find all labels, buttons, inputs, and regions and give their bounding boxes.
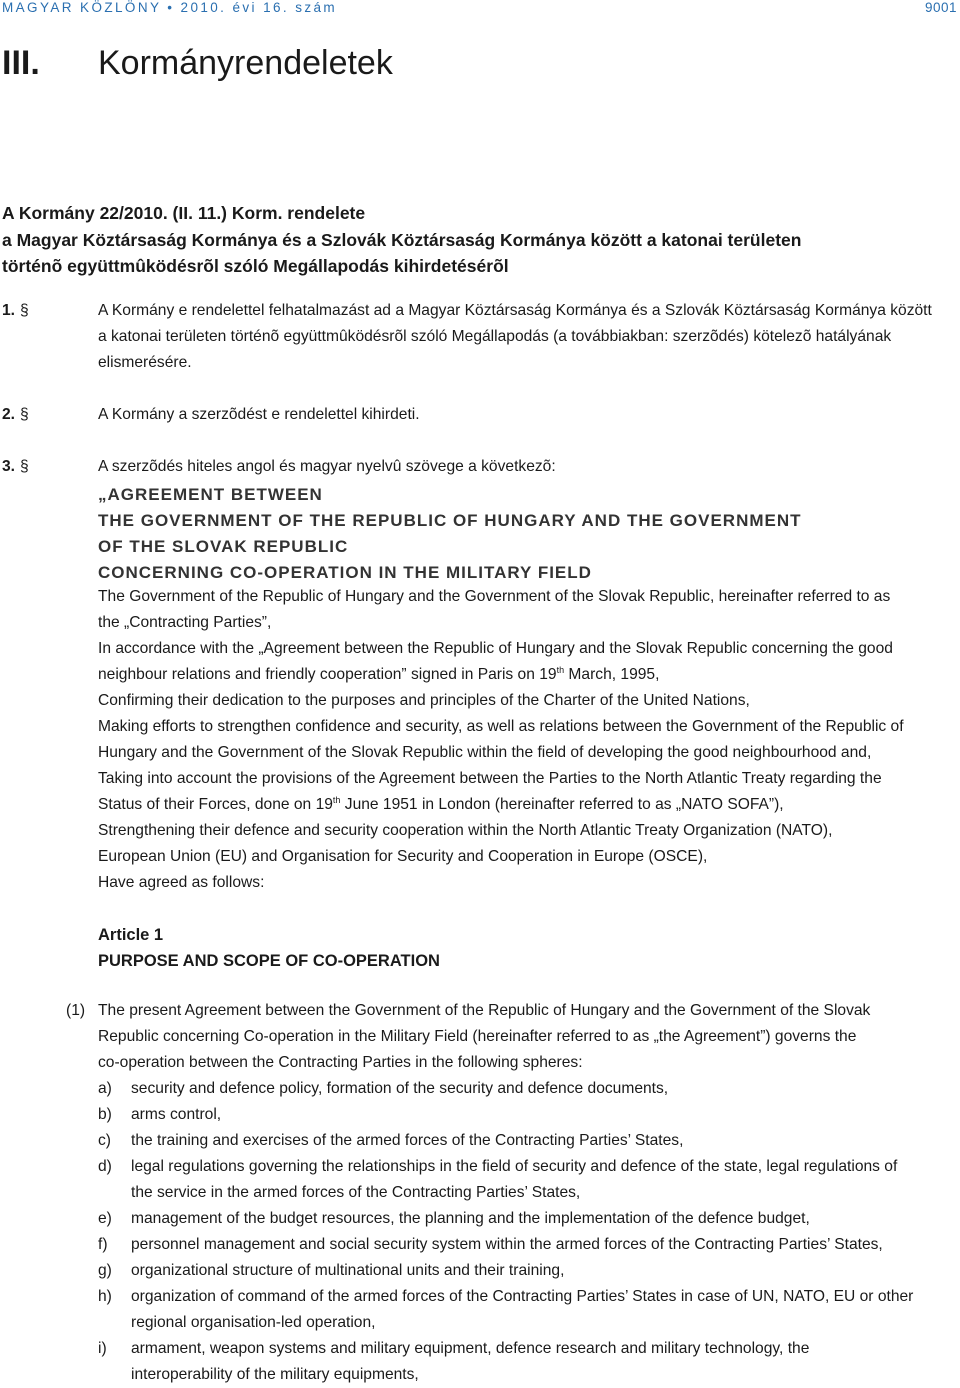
text-line: Taking into account the provisions of the Agreement between the Parties to the North Atlantic Treaty regarding the: [98, 770, 882, 787]
decree-title-line: A Kormány 22/2010. (II. 11.) Korm. rendelete: [2, 203, 366, 223]
text-line: the training and exercises of the armed forces of the Contracting Parties’ States,: [131, 1132, 684, 1149]
list-item-label: i): [98, 1340, 107, 1357]
text-line: In accordance with the „Agreement between the Republic of Hungary and the Slovak Republic concerning the good: [98, 640, 893, 657]
decree-title-line: a Magyar Köztársaság Kormánya és a Szlovák Köztársaság Kormánya között a katonai területen: [2, 229, 802, 250]
page-number: 9001: [924, 0, 957, 15]
superscript: th: [556, 665, 565, 675]
text-line: arms control,: [131, 1106, 222, 1123]
list-item: [131, 1336, 958, 1388]
section-1-text: [98, 298, 958, 376]
agreement-heading-line: „AGREEMENT BETWEEN: [98, 485, 323, 504]
preamble-paragraph: [98, 636, 958, 688]
section-3-text: A szerzõdés hiteles angol és magyar nyelvû szövege a következõ:: [98, 458, 556, 475]
section-2-text: A Kormány a szerzõdést e rendelettel kihirdeti.: [98, 406, 420, 423]
preamble-paragraph: [98, 766, 958, 818]
preamble-paragraph: Confirming their dedication to the purposes and principles of the Charter of the United Nations,: [98, 692, 750, 709]
text-line: regional organisation-led operation,: [131, 1314, 376, 1331]
section-number: 2.: [2, 406, 16, 423]
text-line: Hungary and the Government of the Slovak Republic within the field of developing the good neighbourhood and,: [98, 744, 872, 761]
text-line: personnel management and social security system within the armed forces of the Contracting Parties’ States,: [131, 1236, 883, 1253]
preamble-paragraph: [98, 584, 958, 636]
list-item: [131, 1206, 958, 1232]
list-item: [131, 1102, 958, 1128]
text-line: The present Agreement between the Government of the Republic of Hungary and the Government of the Slovak: [98, 1002, 871, 1019]
text-line: legal regulations governing the relationships in the field of security and defence of the state, legal regulations of: [131, 1158, 898, 1175]
text-line: European Union (EU) and Organisation for Security and Cooperation in Europe (OSCE),: [98, 848, 708, 865]
agreement-heading-line: CONCERNING CO-OPERATION IN THE MILITARY FIELD: [98, 563, 592, 582]
article-title: PURPOSE AND SCOPE OF CO-OPERATION: [98, 952, 440, 970]
section-number: 1.: [2, 302, 16, 319]
agreement-heading-line: OF THE SLOVAK REPUBLIC: [98, 537, 349, 556]
text-line: Republic concerning Co-operation in the Military Field (hereinafter referred to as „the Agreement”) governs the: [98, 1028, 857, 1045]
list-item-label: g): [98, 1262, 112, 1279]
chapter-number: III.: [2, 44, 40, 82]
list-item-label: d): [98, 1158, 112, 1175]
text-line: co-operation between the Contracting Parties in the following spheres:: [98, 1054, 583, 1071]
text-line: [98, 662, 958, 688]
text-span: Status of their Forces, done on 19: [98, 796, 333, 813]
list-item: [131, 1154, 958, 1206]
text-line: the service in the armed forces of the Contracting Parties’ States,: [131, 1184, 581, 1201]
text-line: organizational structure of multinational units and their training,: [131, 1262, 565, 1279]
list-item: [131, 1258, 958, 1284]
text-line: interoperability of the military equipments,: [131, 1366, 419, 1383]
section-sign: §: [20, 458, 29, 475]
paragraph-1-text: [98, 998, 958, 1076]
running-header: [2, 0, 957, 16]
decree-title-line: történõ együttmûködésrõl szóló Megállapodás kihirdetésérõl: [2, 256, 509, 276]
list-item-label: b): [98, 1106, 112, 1123]
section-sign: §: [20, 302, 29, 319]
preamble-paragraph: [98, 818, 958, 870]
list-item-label: c): [98, 1132, 111, 1149]
article-number: Article 1: [98, 926, 164, 944]
superscript: th: [332, 795, 341, 805]
text-line: Strengthening their defence and security cooperation within the North Atlantic Treaty Organization (NATO),: [98, 822, 833, 839]
list-item: [131, 1232, 958, 1258]
text-span: March, 1995,: [564, 666, 660, 683]
text-line: security and defence policy, formation of the security and defence documents,: [131, 1080, 669, 1097]
decree-title: [2, 200, 957, 280]
list-item: [131, 1076, 958, 1102]
text-line: management of the budget resources, the planning and the implementation of the defence budget,: [131, 1210, 810, 1227]
text-span: June 1951 in London (hereinafter referred to as „NATO SOFA”),: [340, 796, 784, 813]
agreement-heading-line: THE GOVERNMENT OF THE REPUBLIC OF HUNGARY AND THE GOVERNMENT: [98, 511, 802, 530]
text-line: A Kormány e rendelettel felhatalmazást ad a Magyar Köztársaság Kormánya és a Szlovák Köztársaság Kormánya között: [98, 302, 932, 319]
preamble-paragraph: Have agreed as follows:: [98, 874, 265, 891]
chapter-title: Kormányrendeletek: [98, 44, 393, 82]
text-line: a katonai területen történõ együttmûködésrõl szóló Megállapodás (a továbbiakban: szerzõdés) kötelezõ hatályának: [98, 328, 892, 345]
preamble-paragraph: [98, 714, 958, 766]
paragraph-number: (1): [66, 1002, 86, 1019]
text-line: armament, weapon systems and military equipment, defence research and military technology, the: [131, 1340, 810, 1357]
text-line: Making efforts to strengthen confidence and security, as well as relations between the Government of the Republic of: [98, 718, 904, 735]
list-item-label: a): [98, 1080, 112, 1097]
list-item-label: f): [98, 1236, 108, 1253]
list-item: [131, 1284, 958, 1336]
text-span: neighbour relations and friendly cooperation” signed in Paris on 19: [98, 666, 557, 683]
text-line: The Government of the Republic of Hungary and the Government of the Slovak Republic, hereinafter referred to as: [98, 588, 891, 605]
list-item-label: e): [98, 1210, 112, 1227]
text-line: elismerésére.: [98, 354, 192, 371]
section-sign: §: [20, 406, 29, 423]
list-item: [131, 1128, 958, 1154]
text-line: [98, 792, 958, 818]
text-line: the „Contracting Parties”,: [98, 614, 272, 631]
section-number: 3.: [2, 458, 16, 475]
text-line: organization of command of the armed forces of the Contracting Parties’ States in case of UN, NATO, EU or other: [131, 1288, 914, 1305]
journal-title: MAGYAR KÖZLÖNY • 2010. évi 16. szám: [2, 0, 338, 15]
list-item-label: h): [98, 1288, 112, 1305]
